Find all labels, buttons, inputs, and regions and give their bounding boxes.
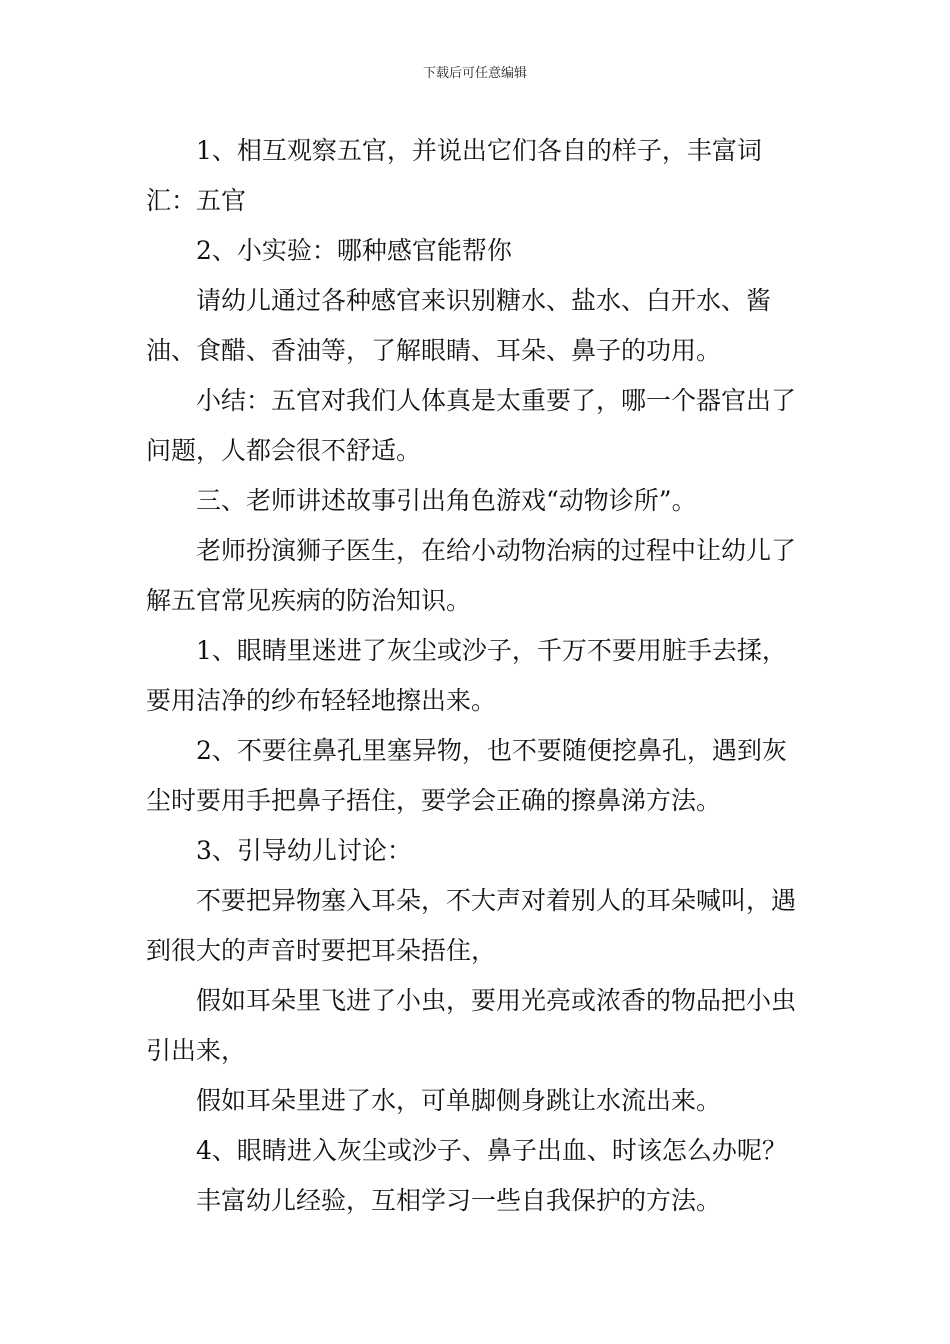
paragraph-14: 丰富幼儿经验，互相学习一些自我保护的方法。	[196, 1186, 722, 1215]
document-body	[146, 126, 806, 1226]
paragraph-10: 不要把异物塞入耳朵，不大声对着别人的耳朵喊叫，遇到很大的声音时要把耳朵捂住，	[146, 886, 797, 965]
paragraph-5: 三、老师讲述故事引出角色游戏“动物诊所”。	[196, 486, 697, 515]
paragraph-9: 3、引导幼儿讨论：	[196, 836, 412, 865]
paragraph-12: 假如耳朵里进了水，可单脚侧身跳让水流出来。	[196, 1086, 722, 1115]
paragraph-7: 1、眼睛里迷进了灰尘或沙子，千万不要用脏手去揉，要用洁净的纱布轻轻地擦出来。	[146, 636, 787, 715]
paragraph-13: 4、眼睛进入灰尘或沙子、鼻子出血、时该怎么办呢？	[196, 1136, 787, 1165]
paragraph-11: 假如耳朵里飞进了小虫，要用光亮或浓香的物品把小虫引出来，	[146, 986, 797, 1065]
paragraph-1: 1、相互观察五官，并说出它们各自的样子，丰富词汇：五官	[146, 136, 762, 215]
paragraph-8: 2、不要往鼻孔里塞异物，也不要随便挖鼻孔，遇到灰尘时要用手把鼻子捂住，要学会正确的擦鼻涕方法。	[146, 736, 787, 815]
paragraph-2: 2、小实验：哪种感官能帮你	[196, 236, 512, 265]
paragraph-4: 小结：五官对我们人体真是太重要了，哪一个器官出了问题，人都会很不舒适。	[146, 386, 797, 465]
paragraph-3: 请幼儿通过各种感官来识别糖水、盐水、白开水、酱油、食醋、香油等，了解眼睛、耳朵、鼻子的功用。	[146, 286, 772, 365]
page-header: 下载后可任意编辑	[422, 66, 527, 81]
paragraph-6: 老师扮演狮子医生，在给小动物治病的过程中让幼儿了解五官常见疾病的防治知识。	[146, 536, 797, 615]
